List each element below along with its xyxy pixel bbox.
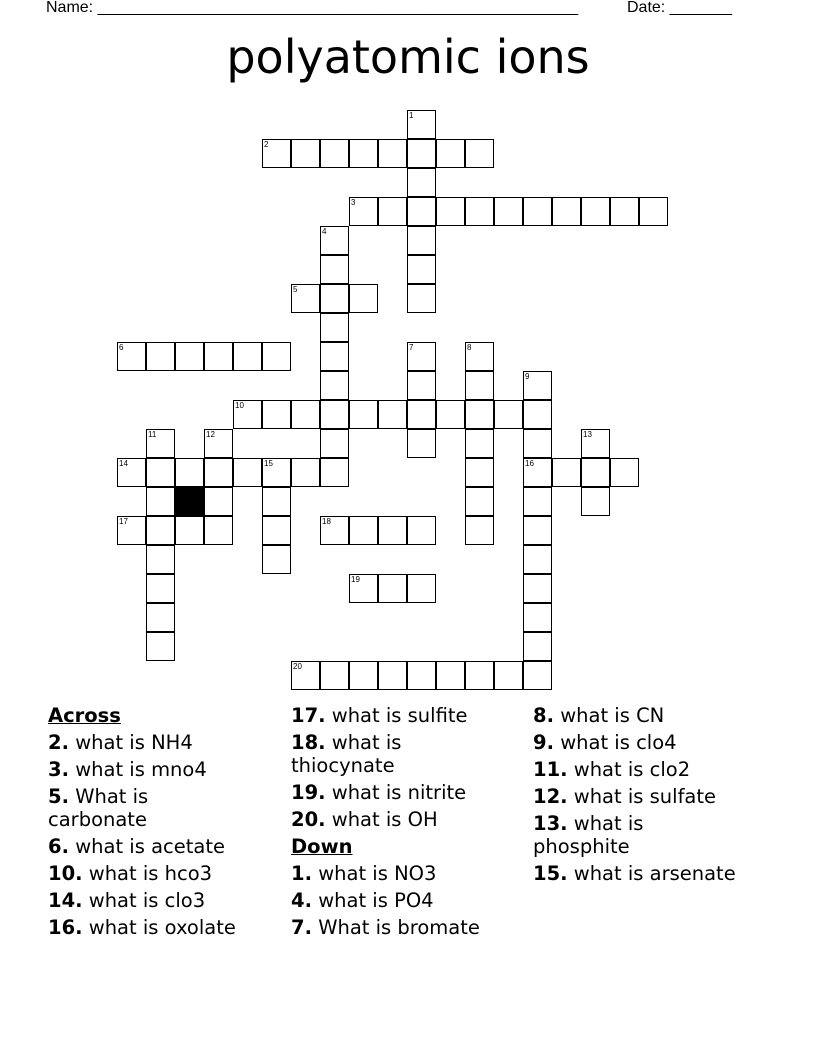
clue-across-10 bbox=[48, 860, 280, 887]
grid-cell[interactable] bbox=[610, 197, 639, 226]
clue-text: what is NH4 bbox=[75, 731, 193, 754]
grid-cell[interactable] bbox=[407, 371, 436, 400]
clue-number-label: 3 bbox=[351, 198, 356, 207]
clue-number-label: 8 bbox=[467, 343, 472, 352]
clue-number-label: 10 bbox=[235, 401, 244, 410]
grid-cell[interactable] bbox=[465, 458, 494, 487]
clue-number: 20. bbox=[291, 808, 326, 831]
grid-cell[interactable] bbox=[436, 661, 465, 690]
clue-text: what is clo4 bbox=[560, 731, 677, 754]
grid-cell[interactable] bbox=[146, 603, 175, 632]
clue-number: 19. bbox=[291, 781, 326, 804]
clue-number: 16. bbox=[48, 916, 83, 939]
grid-cell[interactable] bbox=[320, 458, 349, 487]
grid-cell[interactable] bbox=[639, 197, 668, 226]
clue-down-12 bbox=[533, 783, 773, 810]
clue-number: 17. bbox=[291, 704, 326, 727]
grid-cell[interactable] bbox=[291, 400, 320, 429]
clue-number: 15. bbox=[533, 862, 568, 885]
clue-text: What is bromate bbox=[318, 916, 480, 939]
clue-across-2 bbox=[48, 729, 280, 756]
clue-column-2 bbox=[291, 702, 523, 941]
clue-number-label: 19 bbox=[351, 575, 360, 584]
down-heading: Down bbox=[291, 835, 353, 858]
clue-text: what is phosphite bbox=[533, 812, 644, 858]
grid-cell[interactable] bbox=[320, 255, 349, 284]
clue-column-1 bbox=[48, 702, 280, 941]
grid-cell[interactable] bbox=[407, 516, 436, 545]
grid-cell[interactable] bbox=[465, 371, 494, 400]
clue-number-label: 2 bbox=[264, 140, 269, 149]
puzzle-title: polyatomic ions bbox=[226, 30, 590, 84]
grid-cell[interactable] bbox=[494, 661, 523, 690]
clue-text: what is sulfate bbox=[573, 785, 717, 808]
grid-cell[interactable] bbox=[262, 342, 291, 371]
clue-number: 3. bbox=[48, 758, 69, 781]
clue-down-9 bbox=[533, 729, 773, 756]
grid-cell[interactable] bbox=[146, 487, 175, 516]
clue-text: what is thiocynate bbox=[291, 731, 402, 777]
clue-number-label: 20 bbox=[293, 662, 302, 671]
clue-number-label: 9 bbox=[525, 372, 530, 381]
grid-cell[interactable] bbox=[320, 371, 349, 400]
grid-cell[interactable] bbox=[175, 342, 204, 371]
clue-number: 8. bbox=[533, 704, 554, 727]
grid-cell[interactable] bbox=[146, 545, 175, 574]
clue-across-14 bbox=[48, 887, 280, 914]
grid-cell[interactable] bbox=[523, 574, 552, 603]
grid-cell[interactable] bbox=[465, 487, 494, 516]
grid-cell[interactable] bbox=[407, 574, 436, 603]
clue-text: what is clo3 bbox=[88, 889, 206, 912]
grid-cell[interactable] bbox=[349, 516, 378, 545]
grid-cell[interactable] bbox=[262, 545, 291, 574]
grid-cell[interactable] bbox=[407, 661, 436, 690]
clue-number-label: 11 bbox=[148, 430, 157, 439]
clue-across-5 bbox=[48, 785, 198, 831]
clue-text: what is mno4 bbox=[75, 758, 207, 781]
clue-text: what is PO4 bbox=[318, 889, 434, 912]
grid-cell[interactable] bbox=[523, 632, 552, 661]
clue-number: 6. bbox=[48, 835, 69, 858]
grid-cell[interactable] bbox=[349, 400, 378, 429]
grid-cell[interactable] bbox=[320, 661, 349, 690]
grid-cell[interactable] bbox=[436, 400, 465, 429]
grid-cell[interactable] bbox=[233, 458, 262, 487]
clue-text: What is carbonate bbox=[48, 785, 149, 831]
grid-cell[interactable] bbox=[175, 516, 204, 545]
clue-number: 10. bbox=[48, 862, 83, 885]
grid-cell[interactable] bbox=[523, 516, 552, 545]
grid-cell[interactable] bbox=[291, 139, 320, 168]
clue-number: 5. bbox=[48, 785, 69, 808]
grid-cell[interactable] bbox=[465, 661, 494, 690]
grid-cell[interactable] bbox=[320, 284, 349, 313]
clue-number: 13. bbox=[533, 812, 568, 835]
grid-cell[interactable] bbox=[204, 516, 233, 545]
clue-across-6 bbox=[48, 833, 280, 860]
grid-cell[interactable] bbox=[378, 197, 407, 226]
date-field[interactable]: Date: _______ bbox=[627, 0, 732, 16]
grid-cell[interactable] bbox=[407, 284, 436, 313]
clue-across-3 bbox=[48, 756, 280, 783]
clue-number-label: 13 bbox=[583, 430, 592, 439]
grid-cell[interactable] bbox=[262, 400, 291, 429]
grid-cell[interactable] bbox=[262, 487, 291, 516]
grid-cell[interactable] bbox=[494, 400, 523, 429]
clue-number-label: 1 bbox=[409, 111, 414, 120]
clue-across-16 bbox=[48, 914, 280, 941]
clue-down-7 bbox=[291, 914, 523, 941]
grid-cell[interactable] bbox=[349, 284, 378, 313]
clue-number: 14. bbox=[48, 889, 83, 912]
grid-cell[interactable] bbox=[378, 400, 407, 429]
grid-cell[interactable] bbox=[552, 197, 581, 226]
clue-number-label: 14 bbox=[119, 459, 128, 468]
grid-cell[interactable] bbox=[581, 487, 610, 516]
clue-column-3 bbox=[533, 702, 773, 887]
grid-cell[interactable] bbox=[436, 197, 465, 226]
clue-number: 4. bbox=[291, 889, 312, 912]
clue-number-label: 5 bbox=[293, 285, 298, 294]
clue-across-19 bbox=[291, 779, 523, 806]
grid-cell[interactable] bbox=[146, 342, 175, 371]
grid-cell[interactable] bbox=[146, 458, 175, 487]
clue-text: what is hco3 bbox=[88, 862, 213, 885]
grid-cell[interactable] bbox=[581, 197, 610, 226]
grid-cell[interactable] bbox=[523, 400, 552, 429]
across-heading: Across bbox=[48, 704, 121, 727]
grid-cell[interactable] bbox=[262, 516, 291, 545]
grid-cell[interactable] bbox=[378, 661, 407, 690]
grid-cell[interactable] bbox=[378, 516, 407, 545]
grid-cell[interactable] bbox=[320, 313, 349, 342]
grid-cell[interactable] bbox=[204, 458, 233, 487]
clue-text: what is nitrite bbox=[331, 781, 467, 804]
grid-cell[interactable] bbox=[523, 429, 552, 458]
clue-number-label: 16 bbox=[525, 459, 534, 468]
grid-cell[interactable] bbox=[204, 342, 233, 371]
clue-number: 12. bbox=[533, 785, 568, 808]
clue-number: 11. bbox=[533, 758, 568, 781]
grid-cell[interactable] bbox=[523, 487, 552, 516]
clue-number-label: 12 bbox=[206, 430, 215, 439]
clue-text: what is clo2 bbox=[573, 758, 691, 781]
grid-cell[interactable] bbox=[320, 342, 349, 371]
grid-cell[interactable] bbox=[523, 197, 552, 226]
clue-down-1 bbox=[291, 860, 523, 887]
clue-text: what is OH bbox=[331, 808, 438, 831]
grid-cell[interactable] bbox=[407, 226, 436, 255]
clue-text: what is oxolate bbox=[88, 916, 236, 939]
grid-cell[interactable] bbox=[523, 661, 552, 690]
grid-cell[interactable] bbox=[407, 400, 436, 429]
grid-cell[interactable] bbox=[465, 197, 494, 226]
grid-cell[interactable] bbox=[146, 516, 175, 545]
name-field[interactable]: Name: ______________________________________________________ bbox=[46, 0, 579, 16]
grid-cell[interactable] bbox=[146, 574, 175, 603]
grid-cell[interactable] bbox=[407, 139, 436, 168]
grid-cell[interactable] bbox=[407, 168, 436, 197]
clue-number: 1. bbox=[291, 862, 312, 885]
clue-number-label: 15 bbox=[264, 459, 273, 468]
clue-number: 2. bbox=[48, 731, 69, 754]
clue-text: what is acetate bbox=[75, 835, 225, 858]
clue-across-17 bbox=[291, 702, 523, 729]
grid-cell[interactable] bbox=[465, 139, 494, 168]
clue-number: 18. bbox=[291, 731, 326, 754]
clue-text: what is CN bbox=[560, 704, 665, 727]
grid-cell[interactable] bbox=[523, 603, 552, 632]
grid-cell[interactable] bbox=[610, 458, 639, 487]
grid-cell[interactable] bbox=[233, 342, 262, 371]
grid-cell[interactable] bbox=[320, 139, 349, 168]
clue-across-20 bbox=[291, 806, 523, 833]
clue-down-13 bbox=[533, 812, 683, 858]
clue-text: what is arsenate bbox=[573, 862, 736, 885]
clue-number: 7. bbox=[291, 916, 312, 939]
grid-cell[interactable] bbox=[349, 661, 378, 690]
grid-cell[interactable] bbox=[349, 139, 378, 168]
clue-number-label: 18 bbox=[322, 517, 331, 526]
grid-cell[interactable] bbox=[494, 197, 523, 226]
clue-number: 9. bbox=[533, 731, 554, 754]
clue-down-8 bbox=[533, 702, 773, 729]
clue-text: what is sulfite bbox=[331, 704, 468, 727]
grid-cell[interactable] bbox=[407, 429, 436, 458]
black-square bbox=[175, 487, 204, 516]
grid-cell[interactable] bbox=[552, 458, 581, 487]
grid-cell[interactable] bbox=[407, 197, 436, 226]
grid-cell[interactable] bbox=[320, 400, 349, 429]
grid-cell[interactable] bbox=[291, 458, 320, 487]
grid-cell[interactable] bbox=[465, 429, 494, 458]
grid-cell[interactable] bbox=[378, 139, 407, 168]
grid-cell[interactable] bbox=[146, 632, 175, 661]
grid-cell[interactable] bbox=[581, 458, 610, 487]
grid-cell[interactable] bbox=[320, 429, 349, 458]
clue-down-11 bbox=[533, 756, 773, 783]
grid-cell[interactable] bbox=[204, 487, 233, 516]
grid-cell[interactable] bbox=[175, 458, 204, 487]
clue-number-label: 6 bbox=[119, 343, 124, 352]
grid-cell[interactable] bbox=[523, 545, 552, 574]
clue-across-18 bbox=[291, 731, 441, 777]
grid-cell[interactable] bbox=[378, 574, 407, 603]
clue-down-15 bbox=[533, 860, 773, 887]
clue-number-label: 17 bbox=[119, 517, 128, 526]
grid-cell[interactable] bbox=[465, 400, 494, 429]
clue-number-label: 7 bbox=[409, 343, 414, 352]
grid-cell[interactable] bbox=[465, 516, 494, 545]
grid-cell[interactable] bbox=[436, 139, 465, 168]
clue-number-label: 4 bbox=[322, 227, 327, 236]
grid-cell[interactable] bbox=[407, 255, 436, 284]
clue-down-4 bbox=[291, 887, 523, 914]
clue-text: what is NO3 bbox=[318, 862, 437, 885]
